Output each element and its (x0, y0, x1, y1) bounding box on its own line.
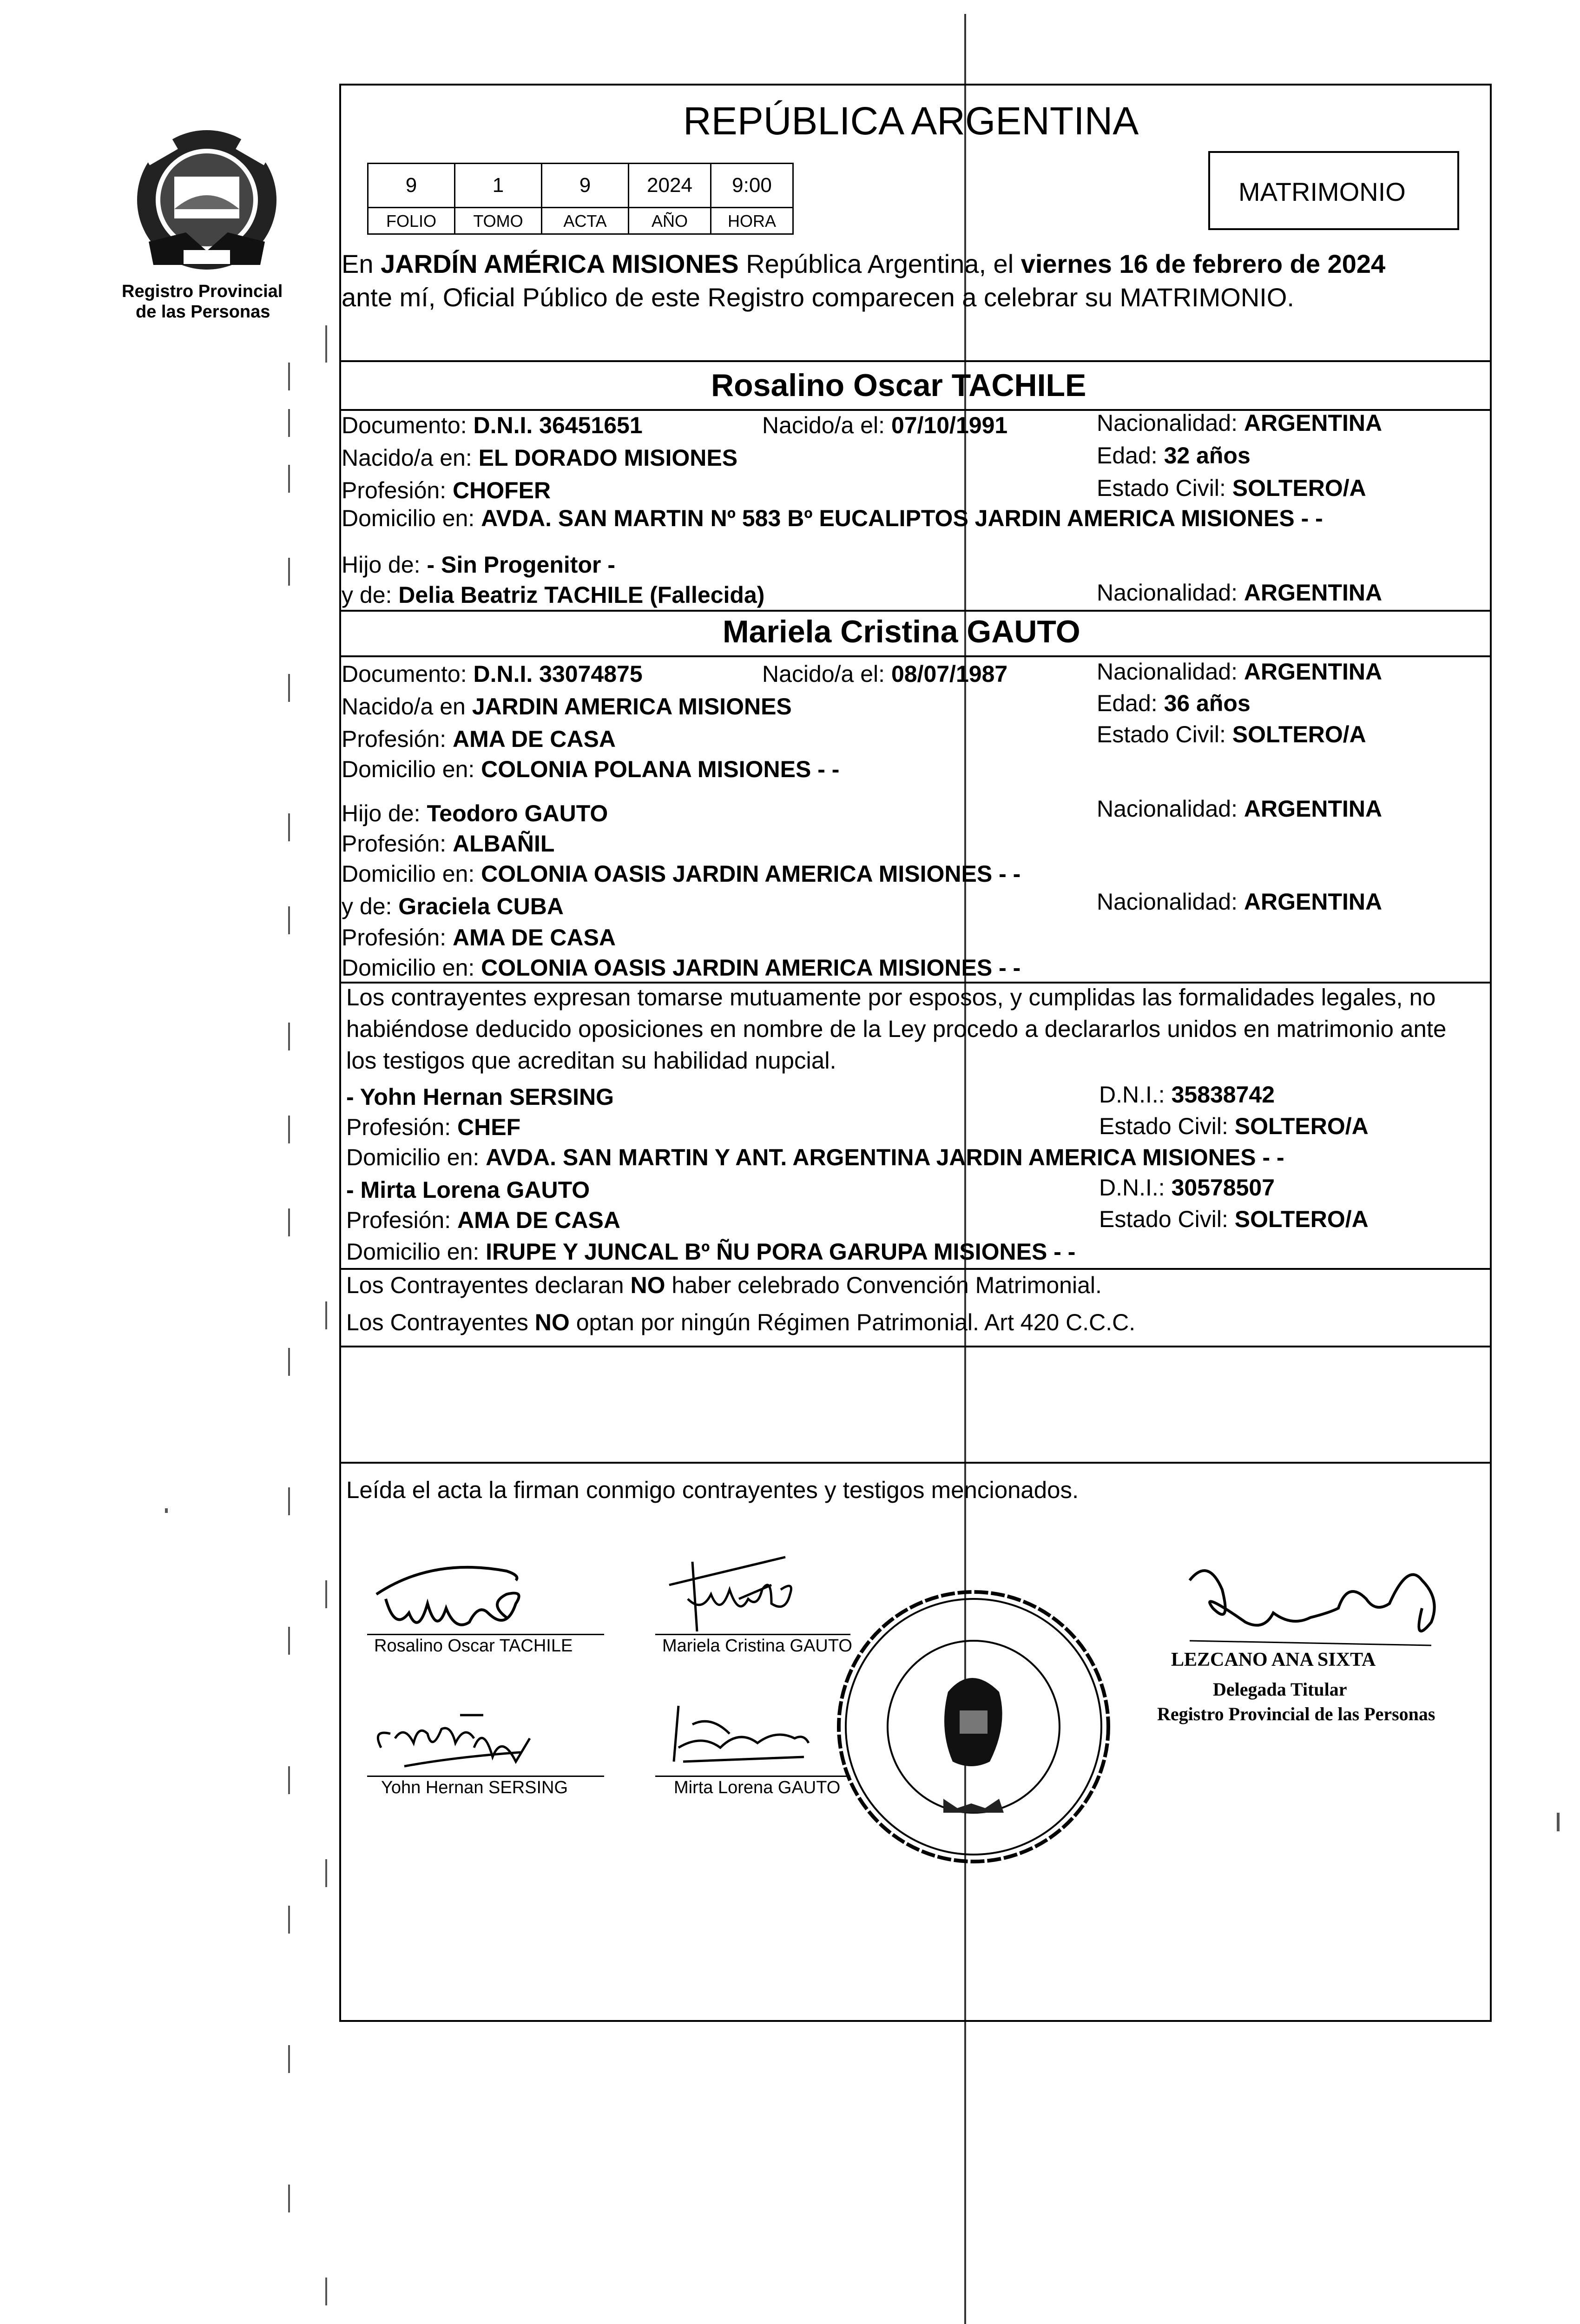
spouse2-civil-status: Estado Civil: SOLTERO/A (1097, 721, 1366, 747)
declaration-line1: Los contrayentes expresan tomarse mutuamente por esposos, y cumplidas las formalidades legales, no (346, 984, 1436, 1010)
spouse1-birthplace: Nacido/a en: EL DORADO MISIONES (342, 445, 738, 471)
anio-value: 2024 (628, 163, 711, 208)
spouse2-father-profession: Profesión: ALBAÑIL (342, 831, 555, 857)
hora-value: 9:00 (710, 163, 794, 208)
signature-line-3 (367, 1776, 604, 1777)
signature-label-tachile: Rosalino Oscar TACHILE (374, 1636, 573, 1656)
declaration-line2: habiéndose deducido oposiciones en nombre de la Ley procedo a declararlos unidos en matrimonio ante (346, 1016, 1447, 1042)
tomo-label: TOMO (454, 207, 542, 235)
witness1-address: Domicilio en: AVDA. SAN MARTIN Y ANT. ARGENTINA JARDIN AMERICA MISIONES - - (346, 1144, 1284, 1170)
intro-line1: En JARDÍN AMÉRICA MISIONES República Argentina, el viernes 16 de febrero de 2024 (342, 249, 1386, 278)
signature-line-4 (655, 1776, 850, 1777)
witness1-name: - Yohn Hernan SERSING (346, 1084, 614, 1110)
spouse2-mother-profession: Profesión: AMA DE CASA (342, 924, 616, 951)
folio-label: FOLIO (367, 207, 455, 235)
spouse2-profession: Profesión: AMA DE CASA (342, 726, 616, 752)
witness2-address: Domicilio en: IRUPE Y JUNCAL Bº ÑU PORA GARUPA MISIONES - - (346, 1239, 1076, 1265)
signature-label-mariela: Mariela Cristina GAUTO (662, 1636, 852, 1656)
spouse1-civil-status: Estado Civil: SOLTERO/A (1097, 475, 1366, 501)
spouse2-father-nationality: Nacionalidad: ARGENTINA (1097, 796, 1382, 822)
witness2-name: - Mirta Lorena GAUTO (346, 1177, 590, 1203)
witness2-dni: D.N.I.: 30578507 (1099, 1175, 1275, 1201)
signature-label-mirta: Mirta Lorena GAUTO (674, 1778, 841, 1797)
spouse2-mother-nationality: Nacionalidad: ARGENTINA (1097, 889, 1382, 915)
spouse2-divider (339, 655, 1492, 657)
logo-caption-line2: de las Personas (136, 302, 270, 322)
spouse1-age: Edad: 32 años (1097, 442, 1251, 469)
spouse2-birthdate: Nacido/a el: 08/07/1987 (762, 661, 1008, 687)
section-divider (339, 360, 1492, 362)
declaration-line3: los testigos que acreditan su habilidad nupcial. (346, 1047, 836, 1074)
signature-line-2 (655, 1634, 850, 1635)
spouse2-top-divider (339, 610, 1492, 612)
signature-label-sersing: Yohn Hernan SERSING (381, 1778, 568, 1797)
spouse1-birthdate: Nacido/a el: 07/10/1991 (762, 412, 1008, 438)
spouse2-birthplace: Nacido/a en JARDIN AMERICA MISIONES (342, 693, 792, 720)
certificate-title: REPÚBLICA ARGENTINA (683, 99, 1139, 143)
intro-line2: ante mí, Oficial Público de este Registro comparecen a celebrar su MATRIMONIO. (342, 283, 1294, 312)
signature-line-1 (367, 1634, 604, 1635)
acta-value: 9 (541, 163, 629, 208)
witness1-profession: Profesión: CHEF (346, 1114, 521, 1140)
signature-mirta (665, 1697, 832, 1776)
signature-sersing (362, 1697, 567, 1776)
anio-label: AÑO (628, 207, 711, 235)
hora-label: HORA (710, 207, 794, 235)
spouse1-mother: y de: Delia Beatriz TACHILE (Fallecida) (342, 582, 765, 608)
spouse1-nationality: Nacionalidad: ARGENTINA (1097, 410, 1382, 436)
official-office: Registro Provincial de las Personas (1157, 1703, 1435, 1724)
spouse2-age: Edad: 36 años (1097, 690, 1251, 716)
official-name: LEZCANO ANA SIXTA (1171, 1649, 1376, 1670)
regime-line2: Los Contrayentes NO optan por ningún Régimen Patrimonial. Art 420 C.C.C. (346, 1309, 1136, 1335)
spouse2-address: Domicilio en: COLONIA POLANA MISIONES - - (342, 756, 840, 782)
spouse2-father: Hijo de: Teodoro GAUTO (342, 800, 608, 826)
signature-official (1171, 1552, 1459, 1664)
signature-mariela (665, 1543, 832, 1641)
spouse1-mother-nationality: Nacionalidad: ARGENTINA (1097, 580, 1382, 606)
regime-bottom-divider (339, 1346, 1492, 1347)
official-title: Delegada Titular (1213, 1679, 1347, 1700)
registry-logo (130, 125, 283, 279)
spouse2-mother-address: Domicilio en: COLONIA OASIS JARDIN AMERICA MISIONES - - (342, 955, 1021, 981)
spouse2-document: Documento: D.N.I. 33074875 (342, 661, 643, 687)
witness2-profession: Profesión: AMA DE CASA (346, 1207, 620, 1233)
witness1-dni: D.N.I.: 35838742 (1099, 1082, 1275, 1108)
spouse2-name: Mariela Cristina GAUTO (723, 614, 1080, 649)
spouse2-mother: y de: Graciela CUBA (342, 893, 564, 919)
official-stamp-icon (832, 1585, 1115, 1868)
provincial-seal-icon (130, 125, 283, 279)
spouse1-father: Hijo de: - Sin Progenitor - (342, 552, 615, 578)
logo-caption-line1: Registro Provincial (122, 282, 283, 301)
witness2-civil-status: Estado Civil: SOLTERO/A (1099, 1206, 1369, 1232)
witness1-civil-status: Estado Civil: SOLTERO/A (1099, 1113, 1369, 1139)
spouse1-profession: Profesión: CHOFER (342, 477, 551, 503)
spouse2-nationality: Nacionalidad: ARGENTINA (1097, 659, 1382, 685)
act-type-label: MATRIMONIO (1238, 177, 1406, 206)
closing-statement: Leída el acta la firman conmigo contrayentes y testigos mencionados. (346, 1477, 1079, 1503)
tomo-value: 1 (454, 163, 542, 208)
spouse1-document: Documento: D.N.I. 36451651 (342, 412, 643, 438)
spouse1-address: Domicilio en: AVDA. SAN MARTIN Nº 583 Bº EUCALIPTOS JARDIN AMERICA MISIONES - - (342, 505, 1323, 531)
closing-divider (339, 1462, 1492, 1464)
signature-tachile (367, 1543, 590, 1645)
folio-value: 9 (367, 163, 455, 208)
spouse1-name: Rosalino Oscar TACHILE (711, 368, 1086, 403)
regime-line1: Los Contrayentes declaran NO haber celebrado Convención Matrimonial. (346, 1272, 1102, 1298)
spouse2-father-address: Domicilio en: COLONIA OASIS JARDIN AMERICA MISIONES - - (342, 861, 1021, 887)
acta-label: ACTA (541, 207, 629, 235)
regime-divider (339, 1268, 1492, 1270)
declaration-divider (339, 982, 1492, 984)
